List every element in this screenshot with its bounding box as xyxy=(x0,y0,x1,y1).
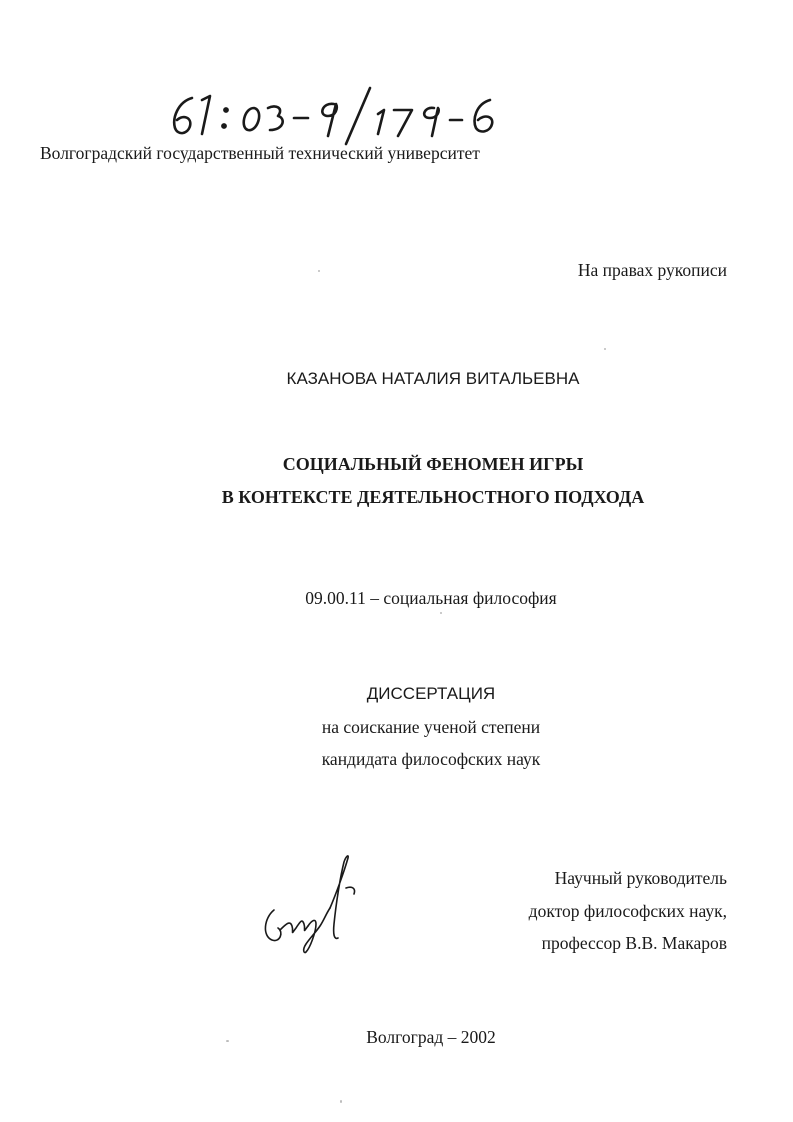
university-name: Волгоградский государственный технический университет xyxy=(40,143,480,163)
title-line-1: СОЦИАЛЬНЫЙ ФЕНОМЕН ИГРЫ xyxy=(282,454,584,474)
scan-speck xyxy=(604,348,606,350)
degree-line-1: на соискание ученой степени xyxy=(321,717,541,737)
manuscript-rights-note: На правах рукописи xyxy=(577,260,727,280)
supervisor-title: Научный руководитель xyxy=(554,868,727,888)
scan-speck xyxy=(318,270,320,272)
scan-speck xyxy=(340,1100,342,1103)
degree-line-2: кандидата философских наук xyxy=(321,749,541,769)
author-name: КАЗАНОВА НАТАЛИЯ ВИТАЛЬЕВНА xyxy=(286,369,580,388)
scan-speck xyxy=(440,612,442,614)
city-year: Волгоград – 2002 xyxy=(366,1027,496,1047)
handwritten-signature-icon xyxy=(250,848,370,958)
dissertation-heading: ДИССЕРТАЦИЯ xyxy=(366,684,496,703)
title-line-2: В КОНТЕКСТЕ ДЕЯТЕЛЬНОСТНОГО ПОДХОДА xyxy=(221,487,645,507)
handwritten-catalog-code xyxy=(150,78,530,148)
supervisor-name: профессор В.В. Макаров xyxy=(541,933,727,953)
supervisor-degree: доктор философских наук, xyxy=(528,901,727,921)
specialty-code: 09.00.11 – социальная философия xyxy=(305,588,557,608)
scan-speck xyxy=(226,1040,229,1042)
